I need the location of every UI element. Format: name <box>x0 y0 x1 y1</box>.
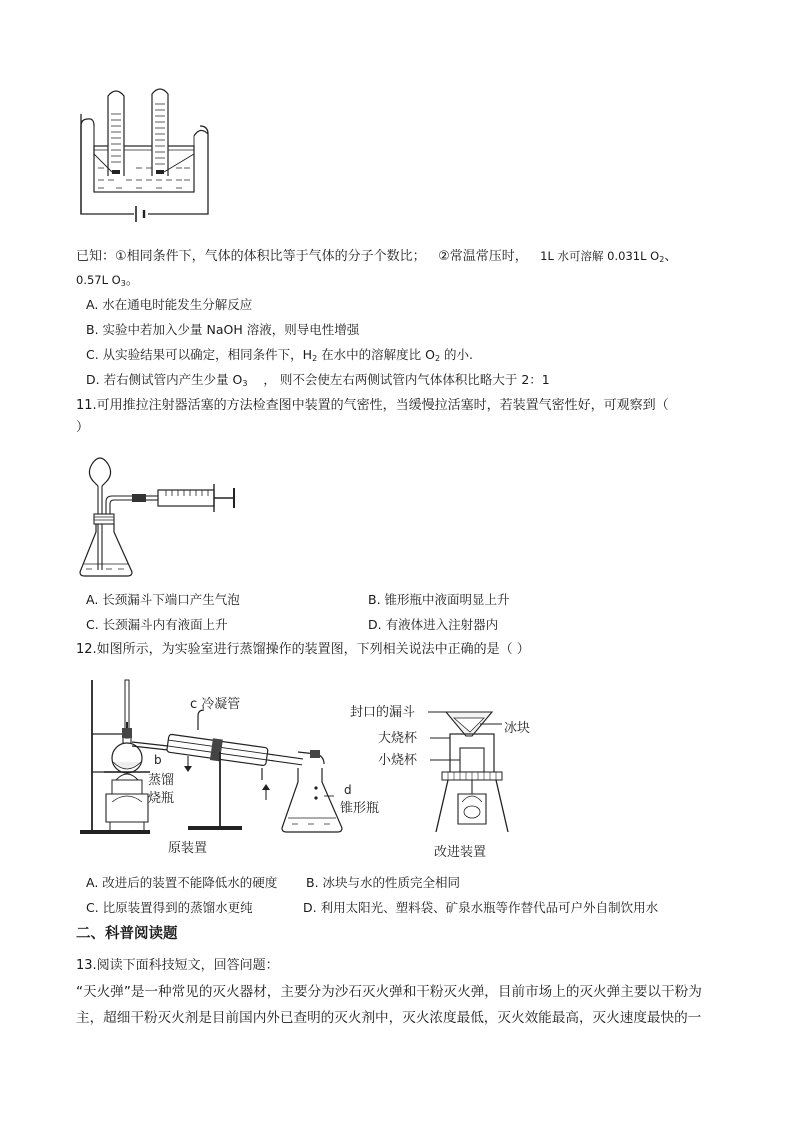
known-2a: ②常温常压时， <box>438 249 528 264</box>
q11-option-b-text: B. 锥形瓶中液面明显上升 <box>368 592 510 607</box>
q13-paragraph-line-1: “天火弹”是一种常见的灭火器材，主要分为沙石灭火弹和干粉灭火弹，目前市场上的灭火弹主要以干粉为 <box>76 984 702 1000</box>
o3-subscript-d: 3 <box>242 379 248 388</box>
label-b: b <box>154 753 162 767</box>
q10-option-d-text-a: D. 若右侧试管内产生少量 O <box>86 372 243 387</box>
q10-known-line-2 <box>76 270 139 292</box>
q12-option-c[interactable] <box>86 898 253 918</box>
known-1: ①相同条件下，气体的体积比等于气体的分子个数比； <box>115 249 426 264</box>
q11-option-a[interactable] <box>86 590 240 610</box>
label-small-beaker: 小烧杯 <box>378 753 418 768</box>
label-flask-2: 烧瓶 <box>148 791 175 806</box>
o3-subscript: 3 <box>120 279 126 288</box>
q13-stem: 13.阅读下面科技短文，回答问题： <box>76 958 279 973</box>
o2-subscript: 2 <box>659 255 665 264</box>
electrolysis-figure <box>76 84 216 224</box>
known-2b: 1L 水可溶解 0.031L O <box>540 249 660 263</box>
known-2c: 、 <box>664 249 678 264</box>
h2-subscript: 2 <box>312 354 318 363</box>
q12-option-b[interactable] <box>306 873 460 893</box>
label-improved: 改进装置 <box>434 845 487 860</box>
q11-stem-line-1: 11.可用推拉注射器活塞的方法检查图中装置的气密性，当缓慢拉活塞时，若装置气密性好，可观察到（ <box>76 398 669 413</box>
label-receiver: 锥形瓶 <box>340 801 380 816</box>
q10-option-b[interactable] <box>86 320 359 340</box>
q11-option-b[interactable] <box>368 590 510 610</box>
q10-option-c-text-c: 的小. <box>440 347 474 362</box>
label-flask-1: 蒸馏 <box>148 773 175 788</box>
label-ice: 冰块 <box>504 721 531 736</box>
q10-option-b-text: B. 实验中若加入少量 NaOH 溶液，则导电性增强 <box>86 322 360 337</box>
label-d: d <box>344 783 352 797</box>
q10-option-c-text-a: C. 从实验结果可以确定，相同条件下，H <box>86 347 313 362</box>
q12-option-c-text: C. 比原装置得到的蒸馏水更纯 <box>86 900 253 915</box>
q12-option-d[interactable] <box>303 898 658 918</box>
q12-option-b-text: B. 冰块与水的性质完全相同 <box>306 875 461 890</box>
o2-subscript-c: 2 <box>434 354 441 363</box>
q11-option-c-text: C. 长颈漏斗内有液面上升 <box>86 617 228 632</box>
q11-option-a-text: A. 长颈漏斗下端口产生气泡 <box>86 592 240 607</box>
distillation-figure <box>76 672 546 868</box>
label-original: 原装置 <box>168 841 208 856</box>
airtightness-figure <box>78 454 246 580</box>
q12-option-d-text: D. 利用太阳光、塑料袋、矿泉水瓶等作替代品可户外自制饮用水 <box>303 900 659 915</box>
q10-option-d[interactable] <box>86 370 550 392</box>
known-2e: 。 <box>125 273 139 288</box>
section-title: 二、科普阅读题 <box>76 926 178 942</box>
q10-option-c-text-b: 在水中的溶解度比 O <box>317 347 435 362</box>
q12-option-a-text: A. 改进后的装置不能降低水的硬度 <box>86 875 278 890</box>
q10-known-line-1 <box>76 246 677 268</box>
q11-option-c[interactable] <box>86 615 228 635</box>
q10-option-a-text: A. 水在通电时能发生分解反应 <box>86 297 253 312</box>
label-funnel: 封口的漏斗 <box>350 705 416 720</box>
q11-stem-line-2: ） <box>76 420 90 435</box>
q13-paragraph-line-2: 主，超细干粉灭火剂是目前国内外已查明的灭火剂中，灭火浓度最低，灭火效能最高，灭火速度最快的一 <box>76 1010 702 1026</box>
q12-option-a[interactable] <box>86 873 277 893</box>
q12-stem: 12.如图所示，为实验室进行蒸馏操作的装置图，下列相关说法中正确的是（ ） <box>76 642 530 657</box>
label-big-beaker: 大烧杯 <box>378 731 418 746</box>
q10-option-c[interactable] <box>86 345 473 367</box>
label-c: c 冷凝管 <box>190 697 241 712</box>
q10-option-a[interactable] <box>86 295 252 315</box>
q11-option-d-text: D. 有液体进入注射器内 <box>368 617 499 632</box>
q11-option-d[interactable] <box>368 615 498 635</box>
q10-option-d-text-b: ， 则不会使左右两侧试管内气体体积比略大于 2：1 <box>263 372 550 387</box>
known-prefix: 已知： <box>76 249 116 264</box>
known-2d: 0.57L O <box>76 273 121 287</box>
